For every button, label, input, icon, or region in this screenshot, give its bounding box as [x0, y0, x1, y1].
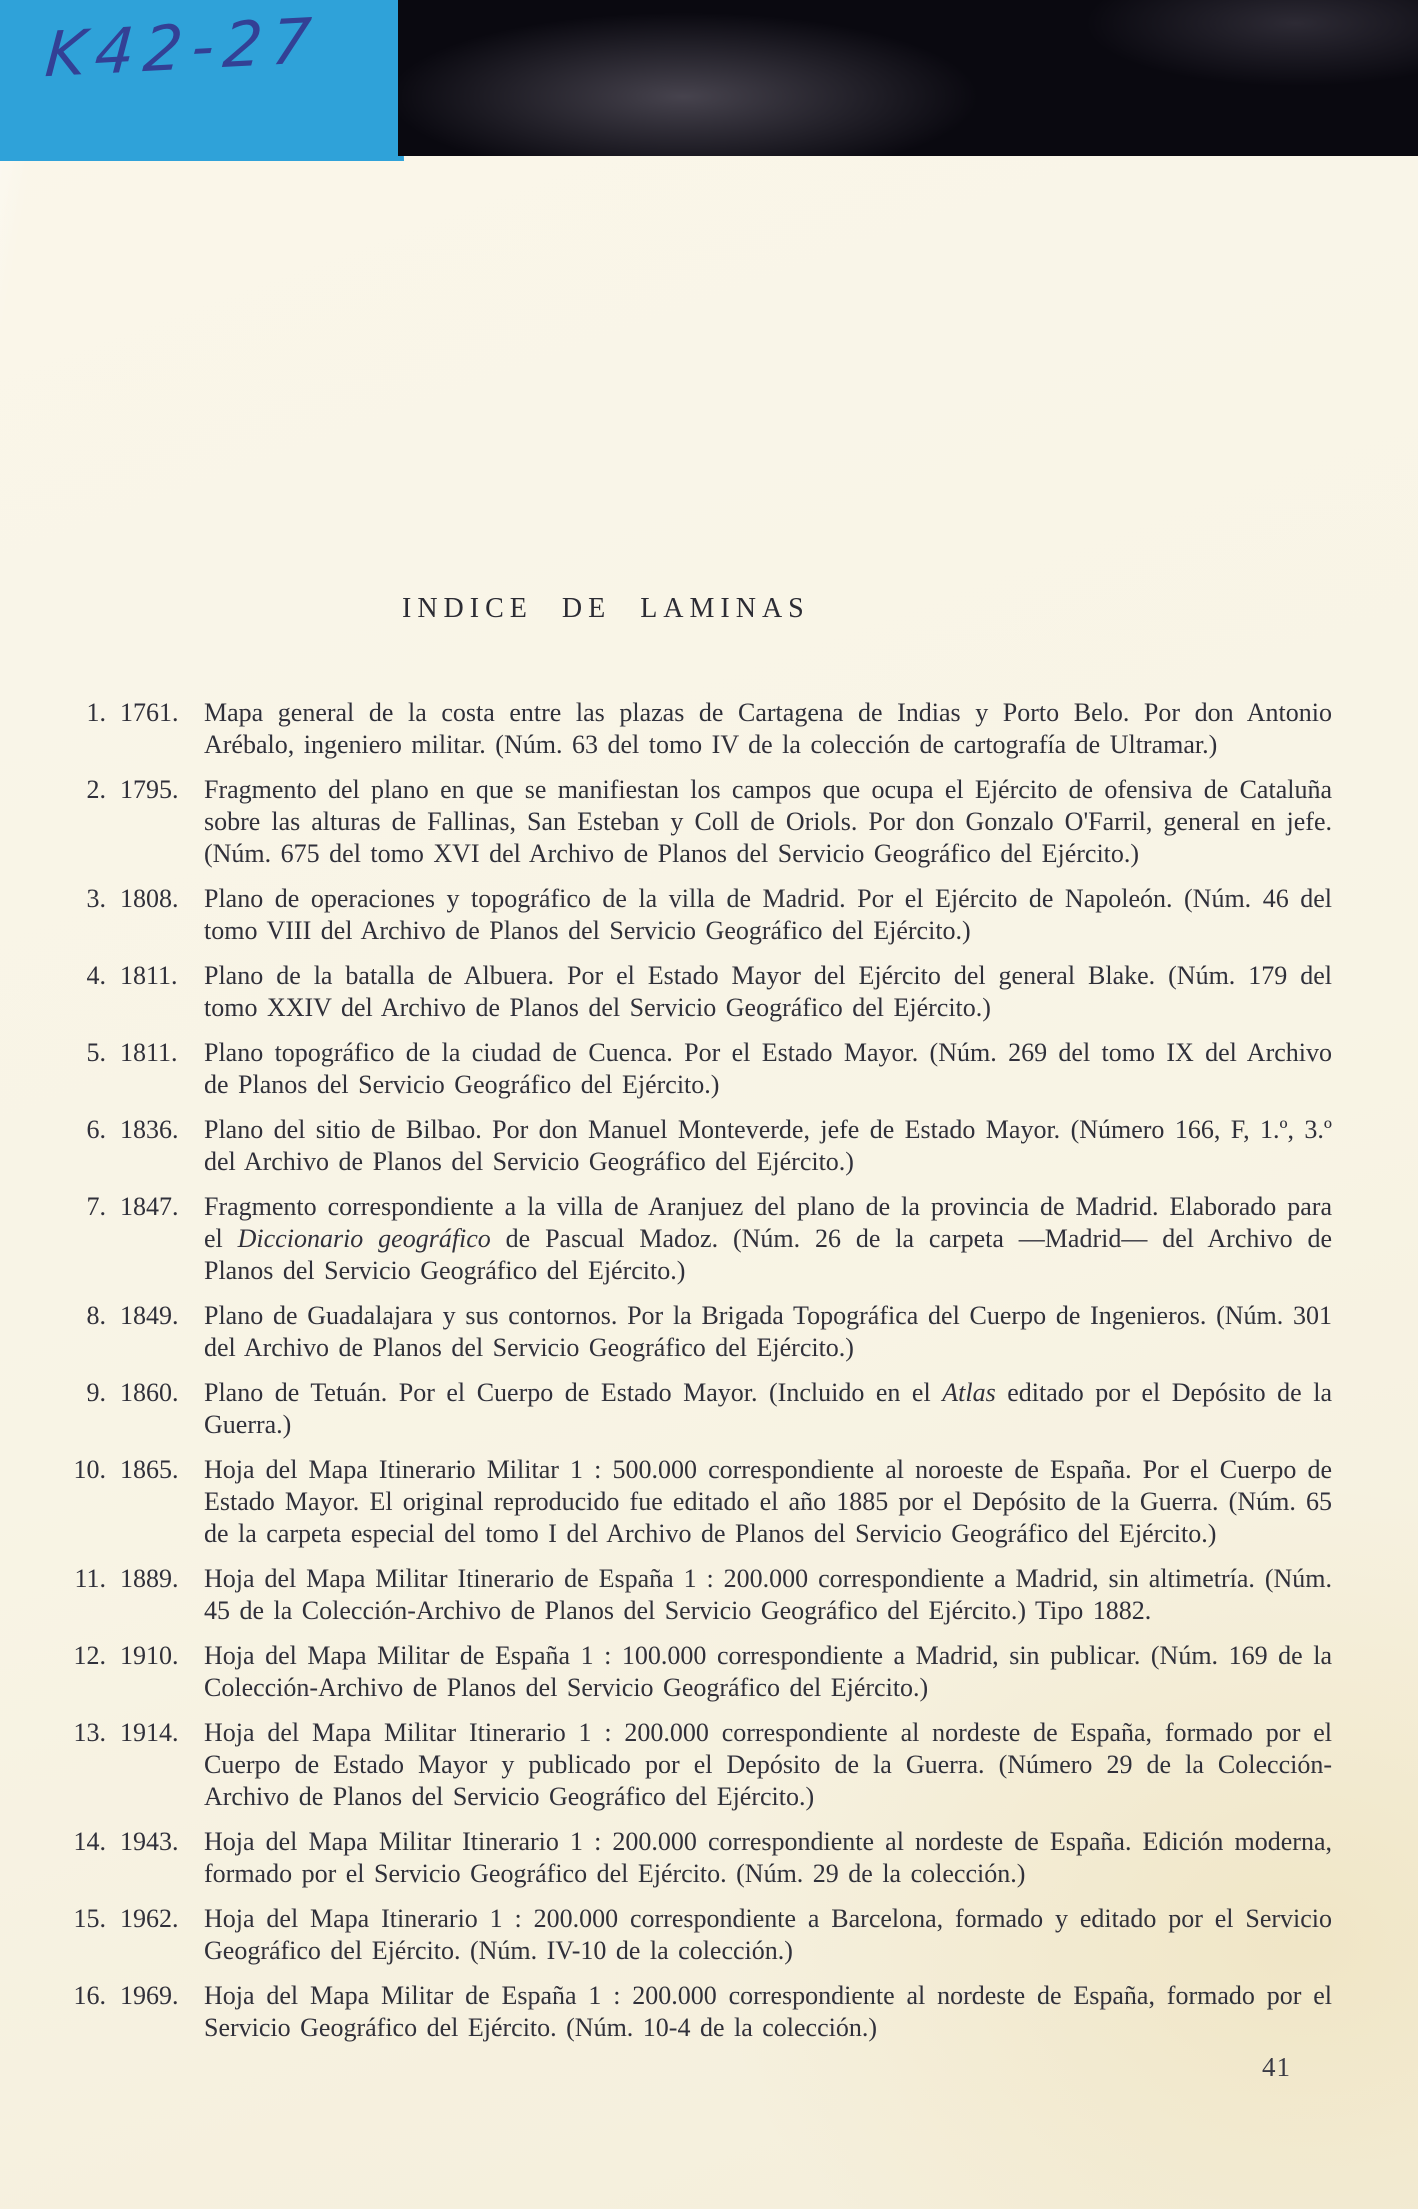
entry-year: 1889.	[120, 1564, 179, 1593]
entry-year: 1860.	[120, 1378, 179, 1407]
list-item	[72, 1640, 1332, 1704]
film-strip	[398, 0, 1418, 156]
list-item	[72, 1454, 1332, 1550]
list-item	[72, 697, 1332, 761]
list-item	[72, 1563, 1332, 1627]
list-item	[72, 960, 1332, 1024]
entry-text: Hoja del Mapa Militar de España 1 : 200.000 correspondiente al nordeste de España, formado por el Servicio Geográfico del Ejército. (Núm. 10-4 de la colección.)	[204, 1981, 1332, 2042]
entry-number: 16.	[73, 1981, 106, 2010]
entry-year: 1914.	[120, 1718, 179, 1747]
list-item	[72, 1191, 1332, 1287]
entry-year: 1811.	[120, 1038, 178, 1067]
list-item	[72, 774, 1332, 870]
entry-number: 15.	[73, 1904, 106, 1933]
list-item	[72, 1114, 1332, 1178]
list-item	[72, 1980, 1332, 2044]
entry-year: 1865.	[120, 1455, 179, 1484]
entry-number: 3.	[86, 884, 106, 913]
entry-text: Plano de operaciones y topográfico de la villa de Madrid. Por el Ejército de Napoleón. (Núm. 46 del tomo VIII del Archivo de Planos del Servicio Geográfico del Ejército.)	[204, 884, 1332, 945]
entry-text: Plano de Tetuán. Por el Cuerpo de Estado Mayor. (Incluido en el Atlas editado por el Depósito de la Guerra.)	[204, 1378, 1332, 1439]
entry-year: 1836.	[120, 1115, 179, 1144]
entry-number: 8.	[86, 1301, 106, 1330]
entry-number: 4.	[86, 961, 106, 990]
page-title: INDICE DE LAMINAS	[402, 593, 810, 624]
entry-text: Plano topográfico de la ciudad de Cuenca. Por el Estado Mayor. (Núm. 269 del tomo IX del Archivo de Planos del Servicio Geográfico del Ejército.)	[204, 1038, 1332, 1099]
list-item	[72, 1300, 1332, 1364]
entry-text: Mapa general de la costa entre las plazas de Cartagena de Indias y Porto Belo. Por don Antonio Arébalo, ingeniero militar. (Núm. 63 del tomo IV de la colección de cartografía de Ultramar.)	[204, 698, 1332, 759]
entry-year: 1969.	[120, 1981, 179, 2010]
entry-text: Hoja del Mapa Militar Itinerario de España 1 : 200.000 correspondiente a Madrid, sin altimetría. (Núm. 45 de la Colección-Archivo de Planos del Servicio Geográfico del Ejército.) Tipo 1882.	[204, 1564, 1332, 1625]
entry-year: 1795.	[120, 775, 179, 804]
list-item	[72, 1717, 1332, 1813]
list-item	[72, 1037, 1332, 1101]
entry-text: Fragmento del plano en que se manifiestan los campos que ocupa el Ejército de ofensiva de Cataluña sobre las alturas de Fallinas, San Esteban y Coll de Oriols. Por don Gonzalo O'Farril, general en jefe. (Núm. 675 del tomo XVI del Archivo de Planos del Servicio Geográfico del Ejército.)	[204, 775, 1332, 868]
entry-year: 1910.	[120, 1641, 179, 1670]
page-number: 41	[1262, 2052, 1291, 2082]
entry-number: 5.	[86, 1038, 106, 1067]
entry-year: 1962.	[120, 1904, 179, 1933]
entry-number: 2.	[86, 775, 106, 804]
entry-text: Fragmento correspondiente a la villa de Aranjuez del plano de la provincia de Madrid. Elaborado para el Diccionario geográfico de Pascual Madoz. (Núm. 26 de la carpeta —Madrid— del Archivo de Planos del Servicio Geográfico del Ejército.)	[204, 1192, 1333, 1285]
entry-text: Hoja del Mapa Itinerario Militar 1 : 500.000 correspondiente al noroeste de España. Por el Cuerpo de Estado Mayor. El original reproducido fue editado el año 1885 por el Depósito de la Guerra. (Núm. 65 de la carpeta especial del tomo I del Archivo de Planos del Servicio Geográfico del Ejército.)	[204, 1455, 1332, 1548]
entry-number: 12.	[73, 1641, 106, 1670]
entry-year: 1847.	[120, 1192, 179, 1221]
list-item	[72, 883, 1332, 947]
entry-number: 1.	[86, 698, 106, 727]
entry-text: Plano de Guadalajara y sus contornos. Por la Brigada Topográfica del Cuerpo de Ingenieros. (Núm. 301 del Archivo de Planos del Servicio Geográfico del Ejército.)	[204, 1301, 1332, 1362]
list-item	[72, 1903, 1332, 1967]
entry-year: 1943.	[120, 1827, 179, 1856]
entry-text: Hoja del Mapa Militar Itinerario 1 : 200.000 correspondiente al nordeste de España. Edición moderna, formado por el Servicio Geográfico del Ejército. (Núm. 29 de la colección.)	[204, 1827, 1332, 1888]
entry-number: 14.	[73, 1827, 106, 1856]
entry-number: 6.	[86, 1115, 106, 1144]
entry-text: Hoja del Mapa Militar de España 1 : 100.000 correspondiente a Madrid, sin publicar. (Núm. 169 de la Colección-Archivo de Planos del Servicio Geográfico del Ejército.)	[204, 1641, 1332, 1702]
entry-text: Plano de la batalla de Albuera. Por el Estado Mayor del Ejército del general Blake. (Núm. 179 del tomo XXIV del Archivo de Planos del Servicio Geográfico del Ejército.)	[204, 961, 1332, 1022]
entry-number: 10.	[73, 1455, 106, 1484]
entry-year: 1811.	[120, 961, 178, 990]
note-label: K42-27	[42, 3, 323, 92]
entry-year: 1761.	[120, 698, 179, 727]
entry-text: Hoja del Mapa Itinerario 1 : 200.000 correspondiente a Barcelona, formado y editado por el Servicio Geográfico del Ejército. (Núm. IV-10 de la colección.)	[204, 1904, 1332, 1965]
entry-text: Plano del sitio de Bilbao. Por don Manuel Monteverde, jefe de Estado Mayor. (Número 166, F, 1.º, 3.º del Archivo de Planos del Servicio Geográfico del Ejército.)	[204, 1115, 1332, 1176]
entry-year: 1849.	[120, 1301, 179, 1330]
entry-number: 13.	[73, 1718, 106, 1747]
list-item	[72, 1377, 1332, 1441]
entry-number: 11.	[74, 1564, 106, 1593]
entry-number: 9.	[86, 1378, 106, 1407]
entry-number: 7.	[86, 1192, 106, 1221]
list-item	[72, 1826, 1332, 1890]
entry-year: 1808.	[120, 884, 179, 913]
entry-text: Hoja del Mapa Militar Itinerario 1 : 200.000 correspondiente al nordeste de España, formado por el Cuerpo de Estado Mayor y publicado por el Depósito de la Guerra. (Número 29 de la Colección-Archivo de Planos del Servicio Geográfico del Ejército.)	[204, 1718, 1332, 1811]
plates-list	[0, 697, 1418, 2057]
